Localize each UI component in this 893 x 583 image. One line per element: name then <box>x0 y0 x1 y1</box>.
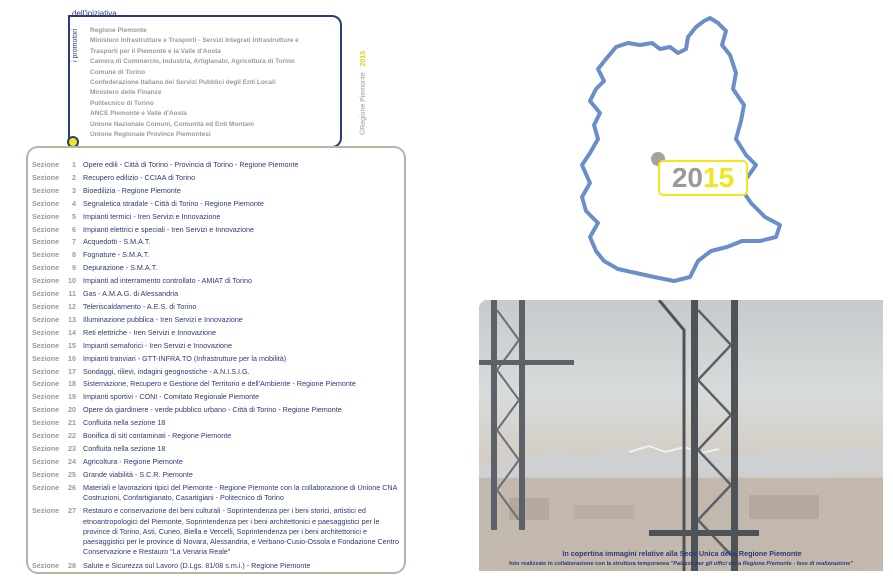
section-number: 14 <box>68 327 76 337</box>
section-number: 26 <box>68 482 76 492</box>
section-item <box>32 314 402 327</box>
section-text: Salute e Sicurezza sul Lavoro (D.Lgs. 81/08 s.m.i.) - Regione Piemonte <box>83 560 311 570</box>
section-text: Sondaggi, rilievi, indagini geognostiche - A.N.I.S.I.G. <box>83 366 250 376</box>
section-item <box>32 275 402 288</box>
promoter-item: Camera di Commercio, Industria, Artigianato, Agricoltura di Torino <box>90 58 295 66</box>
section-text: Impianti termici - Iren Servizi e Innovazione <box>83 211 221 221</box>
section-item <box>32 469 402 482</box>
section-number: 16 <box>68 353 76 363</box>
section-label: Sezione <box>32 418 60 428</box>
section-item <box>32 185 402 198</box>
section-text: Recupero edilizio - CCIAA di Torino <box>83 172 196 182</box>
section-item <box>32 353 402 366</box>
section-item <box>32 159 402 172</box>
section-number: 3 <box>72 185 76 195</box>
section-number: 5 <box>72 211 76 221</box>
section-number: 9 <box>72 263 76 273</box>
section-item <box>32 404 402 417</box>
section-item <box>32 366 402 379</box>
promoter-item: Unione Regionale Province Piemontesi <box>90 131 211 139</box>
section-number: 23 <box>68 443 76 453</box>
section-number: 10 <box>68 276 76 286</box>
section-label: Sezione <box>32 353 60 363</box>
promoter-item: Unione Nazionale Comuni, Comunità ed Enti Montani <box>90 120 254 128</box>
section-text: Teleriscaldamento - A.E.S. di Torino <box>83 301 197 311</box>
section-number: 27 <box>68 506 76 516</box>
section-label: Sezione <box>32 431 60 441</box>
section-text: Segnaletica stradale - Città di Torino - Regione Piemonte <box>83 198 264 208</box>
section-text: Materiali e lavorazioni tipici del Piemonte - Regione Piemonte con la collaborazione di Unione CNA Costruzioni, Confartigianato, Casartigiani - Politecnico di Torino <box>83 482 398 502</box>
section-label: Sezione <box>32 172 60 182</box>
section-item <box>32 288 402 301</box>
section-number: 25 <box>68 469 76 479</box>
promoter-item: Confederazione Italiana dei Servizi Pubblici degli Enti Locali <box>90 79 276 87</box>
section-label: Sezione <box>32 469 60 479</box>
section-text: Illuminazione pubblica - Iren Servizi e Innovazione <box>83 314 243 324</box>
caption-sub-italic: "Palazzo per gli uffici della Regione Piemonte - fase di realizzazione" <box>670 561 854 567</box>
section-item <box>32 430 402 443</box>
section-label: Sezione <box>32 327 60 337</box>
section-text: Bioedilizia - Regione Piemonte <box>83 185 181 195</box>
section-number: 24 <box>68 456 76 466</box>
section-label: Sezione <box>32 405 60 415</box>
section-number: 4 <box>72 198 76 208</box>
section-text: Confluita nella sezione 18 <box>83 418 166 428</box>
section-text: Opere da giardiniere - verde pubblico urbano - Città di Torino - Regione Piemonte <box>83 405 342 415</box>
section-number: 28 <box>68 560 76 570</box>
promoters-side-label: i promotori <box>72 28 79 62</box>
year-part-b: 15 <box>703 162 735 193</box>
section-text: Confluita nella sezione 18 <box>83 443 166 453</box>
section-item <box>32 262 402 275</box>
section-number: 7 <box>72 237 76 247</box>
promoter-item: Politecnico di Torino <box>90 99 154 107</box>
section-number: 18 <box>68 379 76 389</box>
section-number: 22 <box>68 431 76 441</box>
promoters-list <box>90 26 299 140</box>
section-label: Sezione <box>32 456 60 466</box>
section-text: Acquedotti - S.M.A.T. <box>83 237 151 247</box>
section-label: Sezione <box>32 276 60 286</box>
section-label: Sezione <box>32 289 60 299</box>
copyright-text: ©Regione Piemonte <box>360 72 367 135</box>
section-number: 20 <box>68 405 76 415</box>
section-label: Sezione <box>32 250 60 260</box>
section-item <box>32 301 402 314</box>
promoter-item: Comune di Torino <box>90 68 146 76</box>
section-label: Sezione <box>32 314 60 324</box>
section-item <box>32 172 402 185</box>
promoter-item: Ministero Infrastrutture e Trasporti - Servizi Integrati Infrastrutture e <box>90 37 299 45</box>
section-number: 17 <box>68 366 76 376</box>
section-text: Sistemazione, Recupero e Gestione del Territorio e dell'Ambiente - Regione Piemonte <box>83 379 356 389</box>
caption-sub-prefix: foto realizzate in collaborazione con la struttura temporanea <box>508 561 671 567</box>
section-number: 8 <box>72 250 76 260</box>
section-item <box>32 249 402 262</box>
section-item <box>32 211 402 224</box>
section-number: 21 <box>68 418 76 428</box>
section-label: Sezione <box>32 301 60 311</box>
section-item <box>32 340 402 353</box>
section-label: Sezione <box>32 443 60 453</box>
section-text: Impianti tranviari - GTT-INFRA.TO (Infrastrutture per la mobilità) <box>83 353 287 363</box>
copyright-vertical <box>360 51 367 135</box>
section-item <box>32 417 402 430</box>
promoter-item: Trasporti per il Piemonte e la Valle d'Aosta <box>90 47 221 55</box>
section-text: Grande viabilità - S.C.R. Piemonte <box>83 469 193 479</box>
section-label: Sezione <box>32 224 60 234</box>
section-number: 12 <box>68 301 76 311</box>
section-item <box>32 391 402 404</box>
section-label: Sezione <box>32 340 60 350</box>
section-label: Sezione <box>32 482 60 492</box>
section-label: Sezione <box>32 211 60 221</box>
promoter-item: Ministero delle Finanze <box>90 89 162 97</box>
copyright-year: 2015 <box>360 50 367 67</box>
promoter-item: Regione Piemonte <box>90 27 147 34</box>
section-number: 1 <box>72 160 76 169</box>
caption-sub <box>479 561 883 567</box>
section-label: Sezione <box>32 263 60 273</box>
section-item <box>32 443 402 456</box>
year-box <box>658 160 748 196</box>
section-number: 19 <box>68 392 76 402</box>
section-label: Sezione <box>32 379 60 389</box>
section-item <box>32 560 402 573</box>
section-text: Bonifica di siti contaminati - Regione Piemonte <box>83 431 232 441</box>
section-label: Sezione <box>32 366 60 376</box>
section-text: Impianti ad interramento controllato - AMIAT di Torino <box>83 276 252 286</box>
section-number: 11 <box>68 289 76 299</box>
section-item <box>32 198 402 211</box>
section-text: Opere edili - Città di Torino - Provincia di Torino - Regione Piemonte <box>83 160 299 169</box>
section-text: Impianti sportivi - CONI - Comitato Regionale Piemonte <box>83 392 260 402</box>
piemonte-map-outline <box>560 15 800 285</box>
section-number: 6 <box>72 224 76 234</box>
section-item <box>32 505 402 559</box>
initiative-label: dell'iniziativa <box>72 9 117 18</box>
construction-crane-photo <box>479 300 883 571</box>
section-item <box>32 224 402 237</box>
section-label: Sezione <box>32 237 60 247</box>
section-label: Sezione <box>32 560 60 570</box>
section-number: 13 <box>68 314 76 324</box>
section-label: Sezione <box>32 185 60 195</box>
section-text: Depurazione - S.M.A.T. <box>83 263 158 273</box>
promoters-vertical-line <box>68 15 70 141</box>
caption-main: In copertina immagini relative alla Sede Unica della Regione Piemonte <box>562 549 802 558</box>
promoter-item: ANCE Piemonte e Valle d'Aosta <box>90 110 187 118</box>
section-text: Agricoltura - Regione Piemonte <box>83 456 183 466</box>
section-text: Impianti elettrici e speciali - Iren Servizi e Innovazione <box>83 224 254 234</box>
section-text: Restauro e conservazione dei beni culturali - Soprintendenza per i beni storici, artistici ed etnoantropologici del Piemonte, Soprintendenza per i beni architettonici e paesaggistici per le province di Torino, Asti, Cuneo, Biella e Vercelli, Soprintendenza per i beni architettonici e paesaggistici per le province di Novara, Alessandria, e Verbano-Cusio-Ossola e Fondazione Centro Conservazione e Restauro "La Venaria Reale" <box>83 506 400 557</box>
section-number: 2 <box>72 172 76 182</box>
cover-photo <box>479 300 883 571</box>
section-item <box>32 482 402 506</box>
section-label: Sezione <box>32 198 60 208</box>
section-number: 15 <box>68 340 76 350</box>
section-item <box>32 327 402 340</box>
section-label: Sezione <box>32 160 60 169</box>
section-item <box>32 456 402 469</box>
sections-list <box>32 159 402 573</box>
section-text: Reti elettriche - Iren Servizi e Innovazione <box>83 327 217 337</box>
year-part-a: 20 <box>671 162 703 193</box>
section-text: Gas - A.M.A.G. di Alessandria <box>83 289 179 299</box>
section-label: Sezione <box>32 506 60 516</box>
section-text: Fognature - S.M.A.T. <box>83 250 150 260</box>
section-item <box>32 236 402 249</box>
section-item <box>32 378 402 391</box>
section-text: Impianti semaforici - Iren Servizi e Innovazione <box>83 340 233 350</box>
section-label: Sezione <box>32 392 60 402</box>
